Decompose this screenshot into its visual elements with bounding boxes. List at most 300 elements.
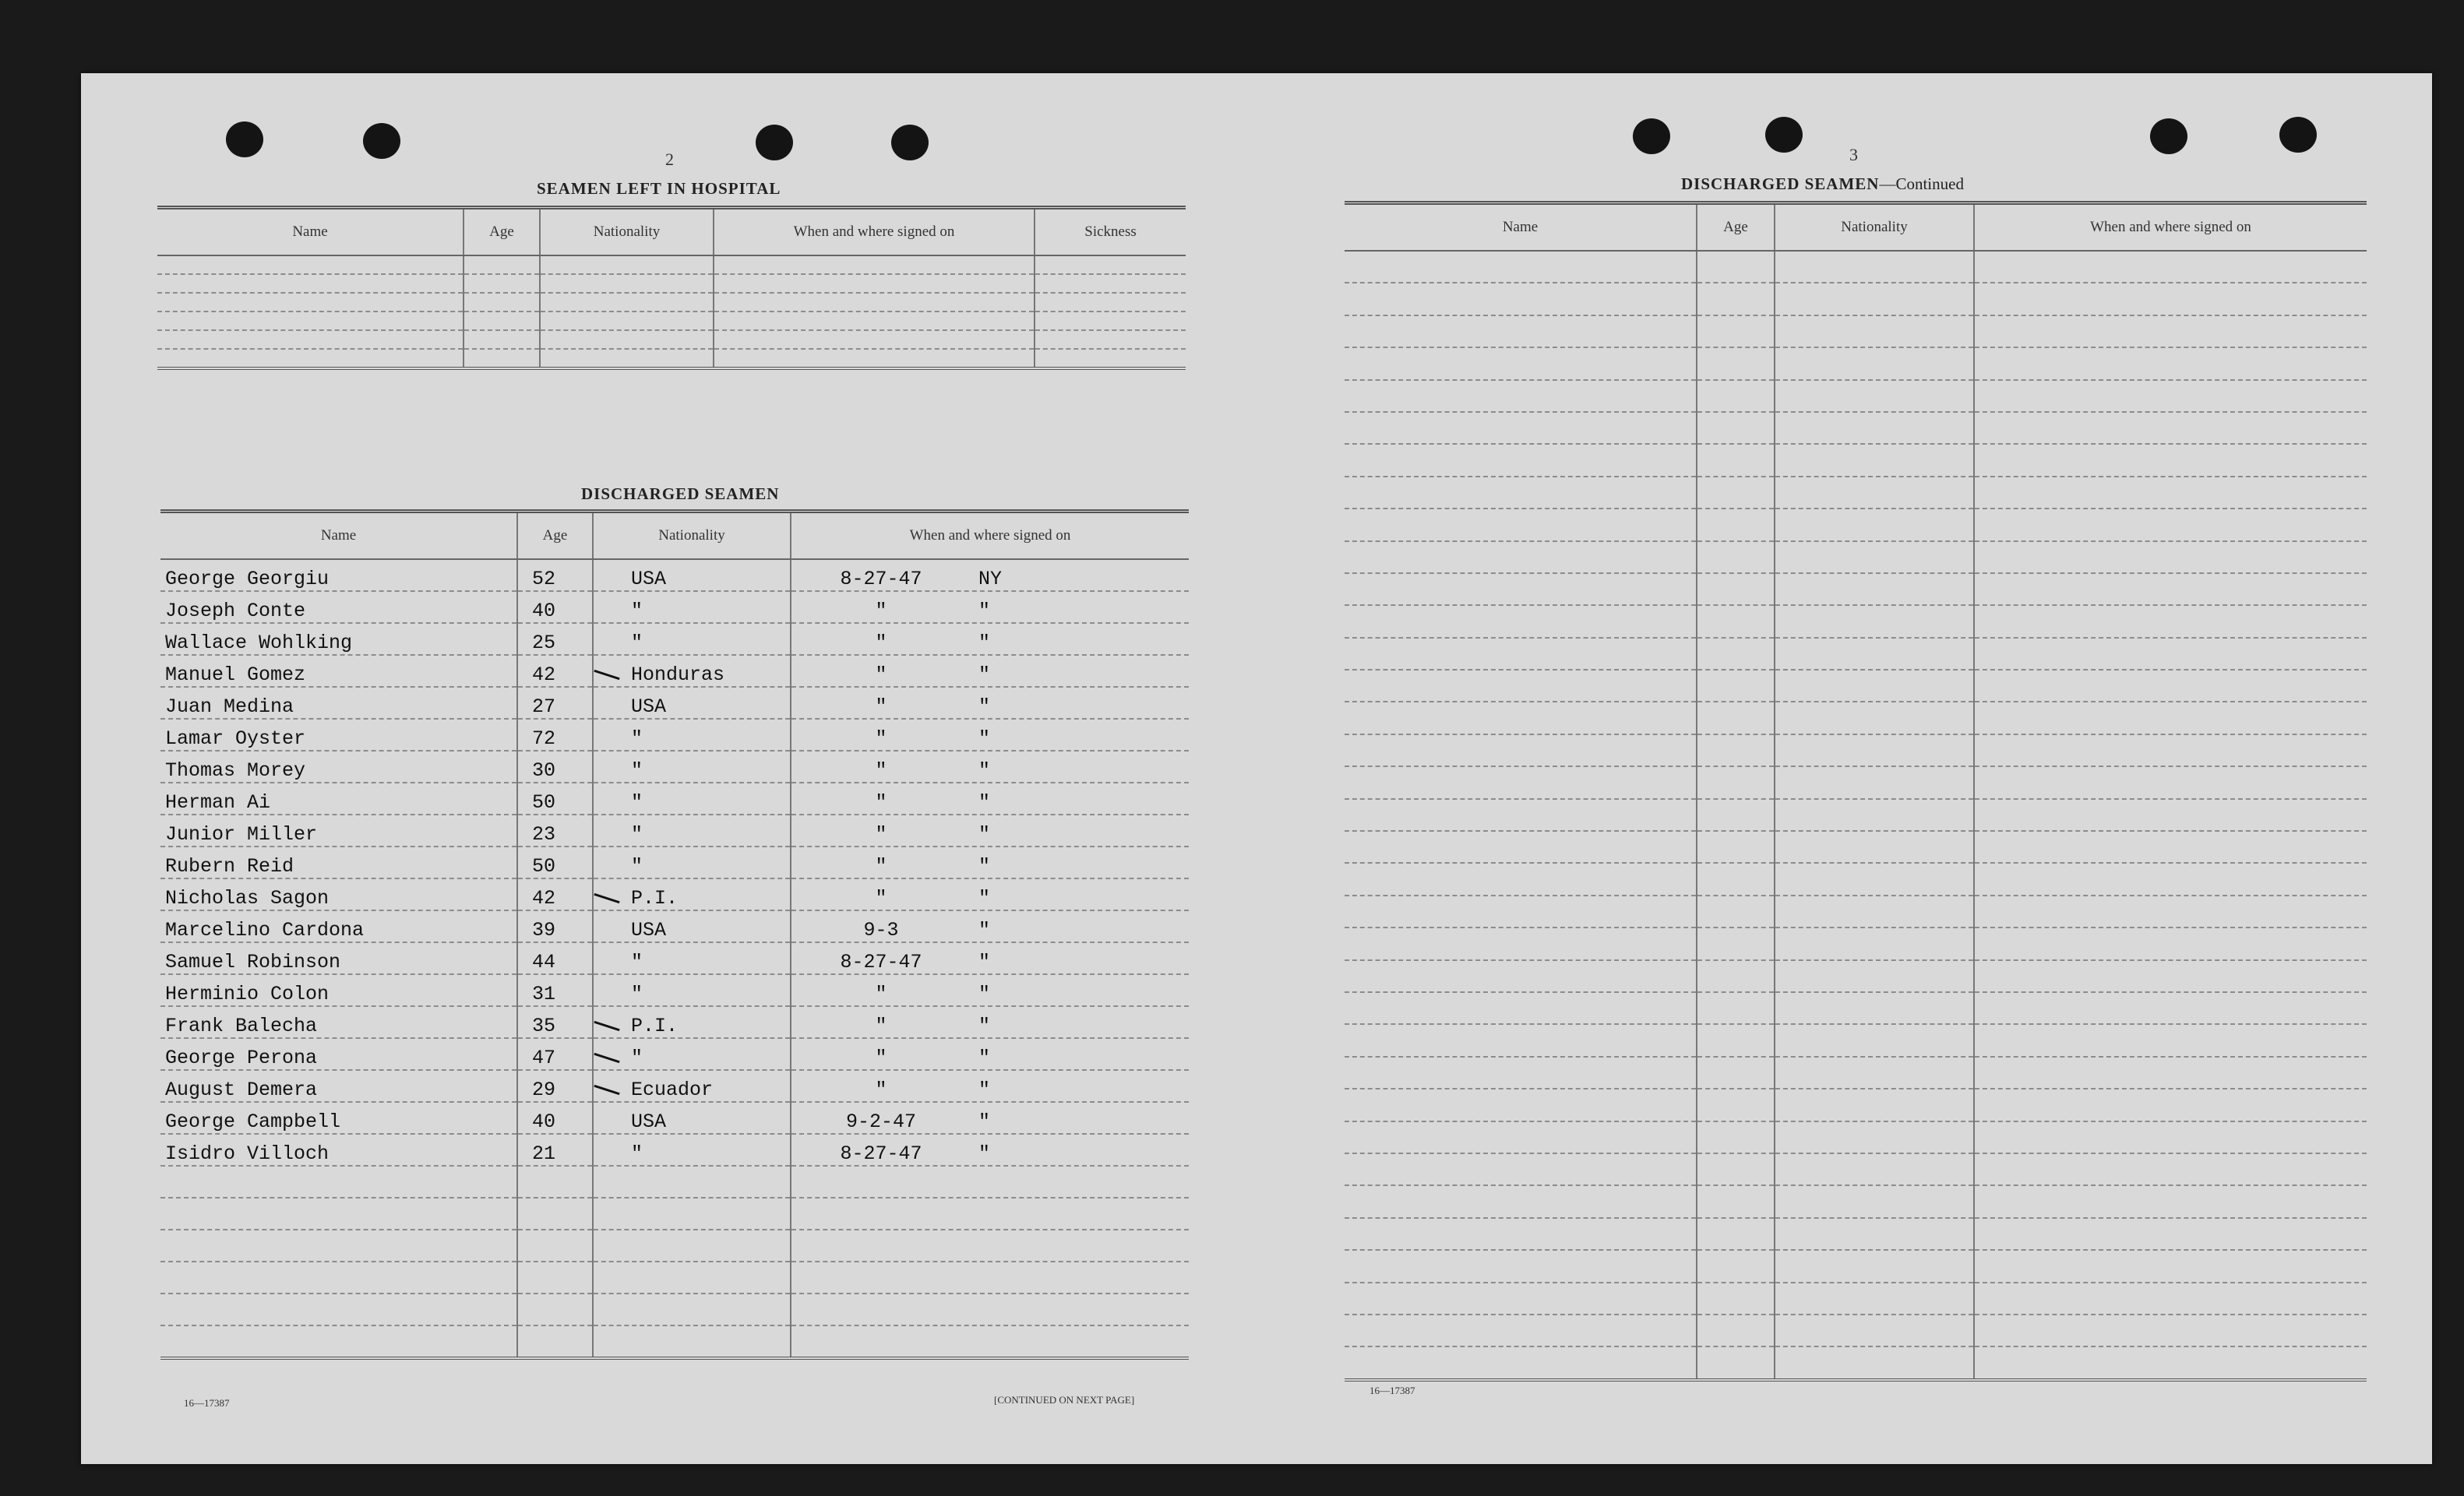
signed-on — [791, 974, 1189, 1006]
blank-cell — [1775, 1121, 1974, 1153]
column-header-name: Name — [157, 208, 464, 256]
punch-hole — [1633, 118, 1670, 154]
seaman-age: 52 — [517, 559, 593, 591]
blank-row — [1345, 1315, 2367, 1346]
blank-cell — [714, 330, 1035, 349]
blank-cell — [714, 274, 1035, 293]
blank-cell — [1697, 347, 1775, 379]
signed-on — [791, 783, 1189, 815]
blank-cell — [1974, 1250, 2367, 1282]
blank-cell — [1697, 380, 1775, 412]
blank-cell — [714, 349, 1035, 368]
blank-cell — [1697, 1346, 1775, 1379]
blank-cell — [464, 255, 540, 274]
punch-hole — [891, 125, 929, 160]
blank-cell — [1697, 1121, 1775, 1153]
blank-cell — [464, 349, 540, 368]
blank-cell — [1345, 960, 1697, 992]
seaman-name: Lamar Oyster — [160, 719, 517, 751]
table-row — [160, 847, 1189, 878]
nationality-text: USA — [631, 695, 667, 718]
column-header-nationality: Nationality — [593, 512, 791, 560]
table-row — [160, 878, 1189, 910]
page-number-left: 2 — [665, 150, 674, 169]
seaman-name: George Perona — [160, 1038, 517, 1070]
seaman-nationality — [593, 1070, 791, 1102]
blank-cell — [1775, 315, 1974, 347]
seaman-age: 47 — [517, 1038, 593, 1070]
signed-on-place: " — [978, 887, 991, 910]
blank-cell — [1775, 605, 1974, 637]
table-row — [160, 1006, 1189, 1038]
blank-cell — [517, 1294, 593, 1325]
seaman-nationality — [593, 719, 791, 751]
seaman-nationality — [593, 687, 791, 719]
seaman-name: Thomas Morey — [160, 751, 517, 783]
seaman-name: Manuel Gomez — [160, 655, 517, 687]
blank-row — [1345, 509, 2367, 540]
signed-on-date: 8-27-47 — [840, 568, 922, 590]
blank-row — [160, 1230, 1189, 1262]
continued-section-title — [1681, 174, 1964, 194]
blank-cell — [1974, 444, 2367, 476]
blank-cell — [1974, 831, 2367, 863]
page-number-right: 3 — [1849, 145, 1858, 164]
blank-cell — [1974, 1153, 2367, 1185]
blank-cell — [1775, 412, 1974, 444]
blank-cell — [540, 293, 714, 312]
signed-on — [791, 878, 1189, 910]
blank-cell — [1697, 477, 1775, 509]
blank-cell — [1697, 734, 1775, 766]
blank-cell — [157, 349, 464, 368]
blank-cell — [1345, 734, 1697, 766]
blank-cell — [1345, 605, 1697, 637]
seaman-name: Juan Medina — [160, 687, 517, 719]
signed-on-date: " — [875, 855, 887, 878]
seaman-nationality — [593, 815, 791, 847]
seaman-age: 50 — [517, 847, 593, 878]
blank-row — [1345, 347, 2367, 379]
blank-cell — [1697, 1153, 1775, 1185]
seaman-name: George Campbell — [160, 1102, 517, 1134]
blank-cell — [1974, 1346, 2367, 1379]
blank-cell — [1974, 283, 2367, 315]
blank-row — [1345, 605, 2367, 637]
blank-cell — [1035, 274, 1186, 293]
blank-row — [1345, 477, 2367, 509]
blank-row — [1345, 896, 2367, 928]
column-header-signed-on: When and where signed on — [714, 208, 1035, 256]
check-tick — [594, 893, 619, 903]
blank-cell — [1345, 831, 1697, 863]
punch-hole — [226, 121, 263, 157]
blank-cell — [1974, 896, 2367, 928]
blank-cell — [1697, 638, 1775, 670]
continued-title-suffix: —Continued — [1879, 174, 1964, 193]
blank-row — [1345, 412, 2367, 444]
blank-row — [1345, 541, 2367, 573]
blank-cell — [1697, 702, 1775, 734]
blank-row — [1345, 1185, 2367, 1217]
blank-cell — [1775, 444, 1974, 476]
signed-on-date: 8-27-47 — [840, 1142, 922, 1165]
blank-cell — [791, 1230, 1189, 1262]
seaman-name: Isidro Villoch — [160, 1134, 517, 1166]
table-row — [160, 655, 1189, 687]
column-header-name: Name — [1345, 203, 1697, 252]
signed-on — [791, 910, 1189, 942]
seaman-nationality — [593, 878, 791, 910]
blank-cell — [1035, 330, 1186, 349]
signed-on — [791, 719, 1189, 751]
seaman-age: 40 — [517, 591, 593, 623]
blank-cell — [1775, 541, 1974, 573]
blank-cell — [1697, 1057, 1775, 1089]
signed-on-date: " — [875, 664, 887, 686]
nationality-text: USA — [631, 568, 667, 590]
seaman-age: 25 — [517, 623, 593, 655]
form-number-right: 16—17387 — [1369, 1385, 1415, 1396]
blank-cell — [1345, 380, 1697, 412]
table-row — [160, 815, 1189, 847]
blank-row — [160, 1325, 1189, 1358]
blank-row — [1345, 315, 2367, 347]
blank-cell — [1035, 349, 1186, 368]
blank-cell — [540, 330, 714, 349]
signed-on-place: " — [978, 983, 991, 1005]
blank-cell — [1775, 1089, 1974, 1121]
blank-cell — [1974, 766, 2367, 798]
blank-cell — [1697, 1185, 1775, 1217]
blank-cell — [1775, 1250, 1974, 1282]
blank-cell — [1974, 477, 2367, 509]
signed-on — [791, 623, 1189, 655]
blank-row — [1345, 1024, 2367, 1056]
hospital-section-title: SEAMEN LEFT IN HOSPITAL — [537, 179, 781, 198]
seaman-name: Samuel Robinson — [160, 942, 517, 974]
blank-cell — [1974, 541, 2367, 573]
signed-on-date: " — [875, 983, 887, 1005]
blank-cell — [1345, 1315, 1697, 1346]
blank-cell — [1974, 1185, 2367, 1217]
blank-cell — [157, 312, 464, 330]
signed-on-place: " — [978, 951, 991, 973]
blank-cell — [157, 274, 464, 293]
blank-cell — [593, 1166, 791, 1198]
blank-row — [1345, 799, 2367, 831]
blank-cell — [1345, 251, 1697, 283]
blank-row — [160, 1294, 1189, 1325]
blank-cell — [1697, 509, 1775, 540]
seaman-nationality — [593, 559, 791, 591]
blank-row — [160, 1166, 1189, 1198]
blank-cell — [1697, 863, 1775, 895]
blank-cell — [1345, 928, 1697, 959]
blank-cell — [1974, 638, 2367, 670]
blank-cell — [1775, 863, 1974, 895]
blank-row — [1345, 831, 2367, 863]
seaman-nationality — [593, 1102, 791, 1134]
blank-row — [1345, 444, 2367, 476]
blank-cell — [1697, 283, 1775, 315]
blank-cell — [1345, 1057, 1697, 1089]
blank-cell — [1974, 347, 2367, 379]
blank-cell — [1697, 992, 1775, 1024]
seaman-name: Joseph Conte — [160, 591, 517, 623]
blank-cell — [1345, 992, 1697, 1024]
blank-cell — [1345, 1185, 1697, 1217]
blank-cell — [1775, 960, 1974, 992]
seaman-name: Marcelino Cardona — [160, 910, 517, 942]
nationality-text: " — [631, 823, 643, 846]
blank-row — [1345, 1089, 2367, 1121]
blank-cell — [1974, 1218, 2367, 1250]
blank-cell — [1345, 766, 1697, 798]
nationality-text: " — [631, 759, 643, 782]
nationality-text: P.I. — [631, 1015, 679, 1037]
table-row — [160, 1102, 1189, 1134]
blank-cell — [593, 1294, 791, 1325]
blank-cell — [1775, 1024, 1974, 1056]
blank-cell — [1974, 605, 2367, 637]
signed-on-place: " — [978, 600, 991, 622]
blank-cell — [791, 1198, 1189, 1230]
signed-on — [791, 815, 1189, 847]
blank-cell — [1775, 992, 1974, 1024]
signed-on-date: " — [875, 887, 887, 910]
signed-on-date: " — [875, 759, 887, 782]
seaman-age: 72 — [517, 719, 593, 751]
seaman-name: Herminio Colon — [160, 974, 517, 1006]
blank-cell — [464, 293, 540, 312]
signed-on-date: 9-3 — [863, 919, 899, 942]
blank-cell — [1697, 444, 1775, 476]
blank-cell — [1697, 896, 1775, 928]
signed-on — [791, 1038, 1189, 1070]
signed-on — [791, 751, 1189, 783]
blank-cell — [714, 312, 1035, 330]
nationality-text: " — [631, 600, 643, 622]
blank-cell — [1974, 734, 2367, 766]
seaman-age: 42 — [517, 655, 593, 687]
blank-cell — [1697, 960, 1775, 992]
signed-on — [791, 847, 1189, 878]
blank-row — [1345, 380, 2367, 412]
blank-cell — [791, 1325, 1189, 1358]
blank-cell — [1974, 670, 2367, 702]
column-header-nationality: Nationality — [1775, 203, 1974, 252]
blank-cell — [791, 1166, 1189, 1198]
check-tick — [594, 1053, 619, 1063]
blank-cell — [1974, 863, 2367, 895]
blank-cell — [1775, 380, 1974, 412]
blank-cell — [157, 293, 464, 312]
blank-cell — [1974, 251, 2367, 283]
blank-cell — [540, 274, 714, 293]
nationality-text: " — [631, 951, 643, 973]
seaman-nationality — [593, 655, 791, 687]
signed-on-place: " — [978, 727, 991, 750]
check-tick — [594, 1085, 619, 1095]
nationality-text: Honduras — [631, 664, 725, 686]
nationality-text: " — [631, 727, 643, 750]
seaman-name: August Demera — [160, 1070, 517, 1102]
check-tick — [594, 670, 619, 680]
column-header-age: Age — [517, 512, 593, 560]
seaman-nationality — [593, 751, 791, 783]
seaman-name: George Georgiu — [160, 559, 517, 591]
blank-cell — [593, 1230, 791, 1262]
seaman-age: 30 — [517, 751, 593, 783]
signed-on-place: " — [978, 855, 991, 878]
column-header-signed-on: When and where signed on — [1974, 203, 2367, 252]
blank-cell — [593, 1198, 791, 1230]
blank-cell — [464, 330, 540, 349]
column-header-signed-on: When and where signed on — [791, 512, 1189, 560]
signed-on-date: 8-27-47 — [840, 951, 922, 973]
blank-cell — [464, 274, 540, 293]
blank-row — [1345, 251, 2367, 283]
column-header-age: Age — [464, 208, 540, 256]
nationality-text: " — [631, 632, 643, 654]
signed-on-date: " — [875, 1079, 887, 1101]
seaman-age: 40 — [517, 1102, 593, 1134]
blank-cell — [1697, 1315, 1775, 1346]
blank-row — [1345, 1121, 2367, 1153]
table-row — [160, 559, 1189, 591]
seaman-age: 27 — [517, 687, 593, 719]
punch-hole — [1765, 117, 1803, 153]
seaman-name: Nicholas Sagon — [160, 878, 517, 910]
blank-row — [1345, 1250, 2367, 1282]
blank-cell — [1775, 1218, 1974, 1250]
blank-row — [1345, 928, 2367, 959]
signed-on-place: " — [978, 919, 991, 942]
signed-on — [791, 655, 1189, 687]
signed-on-date: 9-2-47 — [845, 1111, 916, 1133]
blank-cell — [1974, 1089, 2367, 1121]
signed-on-place: " — [978, 1047, 991, 1069]
signed-on — [791, 591, 1189, 623]
seaman-age: 50 — [517, 783, 593, 815]
nationality-text: " — [631, 1047, 643, 1069]
blank-cell — [1345, 1024, 1697, 1056]
blank-row — [1345, 638, 2367, 670]
blank-cell — [1974, 315, 2367, 347]
blank-row — [1345, 863, 2367, 895]
seaman-nationality — [593, 1038, 791, 1070]
signed-on-date: " — [875, 727, 887, 750]
punch-hole — [756, 125, 793, 160]
blank-cell — [1035, 312, 1186, 330]
blank-cell — [1775, 638, 1974, 670]
blank-row — [1345, 1283, 2367, 1315]
blank-cell — [1775, 509, 1974, 540]
table-row — [160, 942, 1189, 974]
table-row — [160, 719, 1189, 751]
seaman-name: Frank Balecha — [160, 1006, 517, 1038]
seaman-name: Junior Miller — [160, 815, 517, 847]
seaman-name: Wallace Wohlking — [160, 623, 517, 655]
signed-on — [791, 559, 1189, 591]
check-tick — [594, 1021, 619, 1031]
seaman-age: 39 — [517, 910, 593, 942]
ledger-sheet — [81, 73, 2432, 1464]
seaman-nationality — [593, 1006, 791, 1038]
blank-row — [1345, 702, 2367, 734]
blank-cell — [1775, 1283, 1974, 1315]
blank-row — [160, 1262, 1189, 1294]
blank-cell — [1697, 766, 1775, 798]
blank-cell — [540, 349, 714, 368]
blank-row — [157, 274, 1186, 293]
blank-cell — [1974, 1283, 2367, 1315]
blank-cell — [1775, 1057, 1974, 1089]
blank-cell — [1775, 1185, 1974, 1217]
blank-row — [157, 312, 1186, 330]
signed-on-date: " — [875, 600, 887, 622]
continued-note: [CONTINUED ON NEXT PAGE] — [994, 1394, 1135, 1406]
blank-cell — [160, 1294, 517, 1325]
blank-row — [1345, 670, 2367, 702]
blank-cell — [1345, 1283, 1697, 1315]
blank-cell — [1775, 251, 1974, 283]
blank-cell — [1697, 251, 1775, 283]
blank-row — [1345, 573, 2367, 605]
blank-cell — [1775, 896, 1974, 928]
blank-row — [157, 349, 1186, 368]
blank-cell — [1345, 315, 1697, 347]
table-row — [160, 974, 1189, 1006]
blank-cell — [1035, 255, 1186, 274]
blank-cell — [1775, 928, 1974, 959]
discharged-section-title: DISCHARGED SEAMEN — [581, 484, 780, 503]
signed-on-date: " — [875, 1047, 887, 1069]
blank-cell — [1035, 293, 1186, 312]
blank-cell — [517, 1325, 593, 1358]
signed-on-place: " — [978, 1111, 991, 1133]
blank-cell — [1775, 766, 1974, 798]
signed-on-place: " — [978, 632, 991, 654]
nationality-text: Ecuador — [631, 1079, 714, 1101]
blank-cell — [1775, 702, 1974, 734]
seaman-age: 42 — [517, 878, 593, 910]
blank-cell — [1775, 1346, 1974, 1379]
seaman-age: 21 — [517, 1134, 593, 1166]
blank-cell — [1974, 1024, 2367, 1056]
blank-cell — [791, 1262, 1189, 1294]
seaman-nationality — [593, 623, 791, 655]
seaman-nationality — [593, 1134, 791, 1166]
blank-row — [160, 1198, 1189, 1230]
blank-cell — [1345, 444, 1697, 476]
blank-row — [1345, 960, 2367, 992]
blank-cell — [1775, 283, 1974, 315]
seaman-age: 29 — [517, 1070, 593, 1102]
blank-row — [1345, 1153, 2367, 1185]
punch-hole — [2150, 118, 2187, 154]
blank-cell — [1345, 573, 1697, 605]
nationality-text: P.I. — [631, 887, 679, 910]
blank-cell — [1974, 702, 2367, 734]
table-row — [160, 591, 1189, 623]
blank-row — [1345, 992, 2367, 1024]
blank-cell — [1697, 1250, 1775, 1282]
blank-cell — [157, 330, 464, 349]
nationality-text: " — [631, 855, 643, 878]
blank-cell — [517, 1166, 593, 1198]
